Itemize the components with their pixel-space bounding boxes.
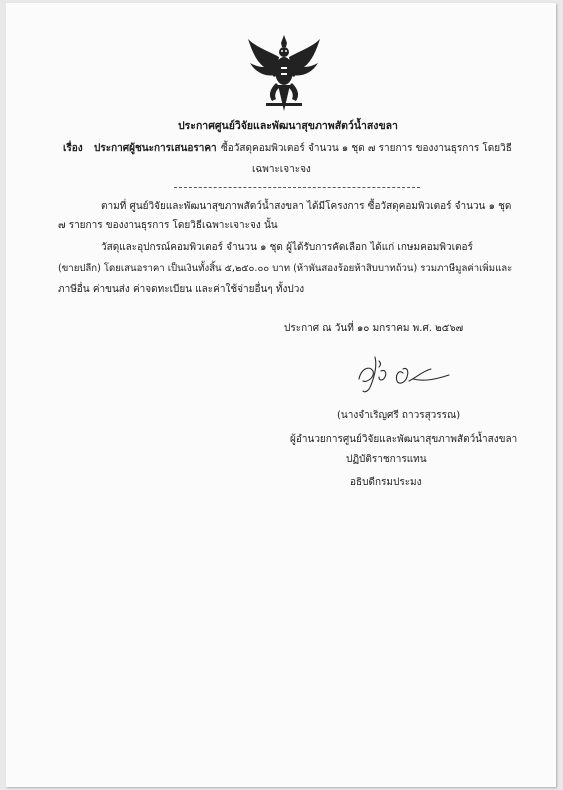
document-page bbox=[6, 3, 556, 787]
paragraph-2-line-3: ภาษีอื่น ค่าขนส่ง ค่าจดทะเบียน และค่าใช้จ่ายอื่นๆ ทั้งปวง bbox=[58, 284, 305, 295]
subject-text: ประกาศผู้ชนะการเสนอราคา bbox=[94, 143, 217, 154]
subject-label: เรื่อง bbox=[63, 143, 83, 154]
announcement-date: ประกาศ ณ วันที่ ๑๐ มกราคม พ.ศ. ๒๕๖๗ bbox=[284, 323, 464, 334]
subject-detail: ซื้อวัสดุคอมพิวเตอร์ จำนวน ๑ ชุด ๗ รายการ ของงานธุรการ โดยวิธี bbox=[221, 143, 512, 154]
paragraph-1-line-2: ๗ รายการ ของงานธุรการ โดยวิธีเฉพาะเจาะจง นั้น bbox=[58, 220, 278, 231]
divider bbox=[174, 187, 420, 188]
signer-position: ผู้อำนวยการศูนย์วิจัยและพัฒนาสุขภาพสัตว์น้ำสงขลา bbox=[290, 434, 518, 445]
announcement-title: ประกาศศูนย์วิจัยและพัฒนาสุขภาพสัตว์น้ำสงขลา bbox=[178, 120, 398, 132]
signer-name: (นางจำเริญศรี ถาวรสุวรรณ) bbox=[337, 410, 461, 421]
garuda-emblem-icon bbox=[246, 33, 322, 115]
authority-title: อธิบดีกรมประมง bbox=[350, 477, 422, 488]
paragraph-2-line-2: (ขายปลีก) โดยเสนอราคา เป็นเงินทั้งสิ้น ๕,๒๕๐.๐๐ บาท (ห้าพันสองร้อยห้าสิบบาทถ้วน) รวมภาษีมูลค่าเพิ่มและ bbox=[58, 263, 513, 274]
paragraph-2-line-1: วัสดุและอุปกรณ์คอมพิวเตอร์ จำนวน ๑ ชุด ผู้ได้รับการคัดเลือก ได้แก่ เกษมคอมพิวเตอร์ bbox=[101, 242, 473, 253]
handwritten-signature bbox=[351, 351, 461, 399]
subject-detail-continued: เฉพาะเจาะจง bbox=[252, 164, 311, 175]
paragraph-1-line-1: ตามที่ ศูนย์วิจัยและพัฒนาสุขภาพสัตว์น้ำสงขลา ได้มีโครงการ ซื้อวัสดุคอมพิวเตอร์ จำนวน ๑ ชุด bbox=[101, 201, 512, 212]
acting-on-behalf: ปฏิบัติราชการแทน bbox=[346, 454, 427, 465]
